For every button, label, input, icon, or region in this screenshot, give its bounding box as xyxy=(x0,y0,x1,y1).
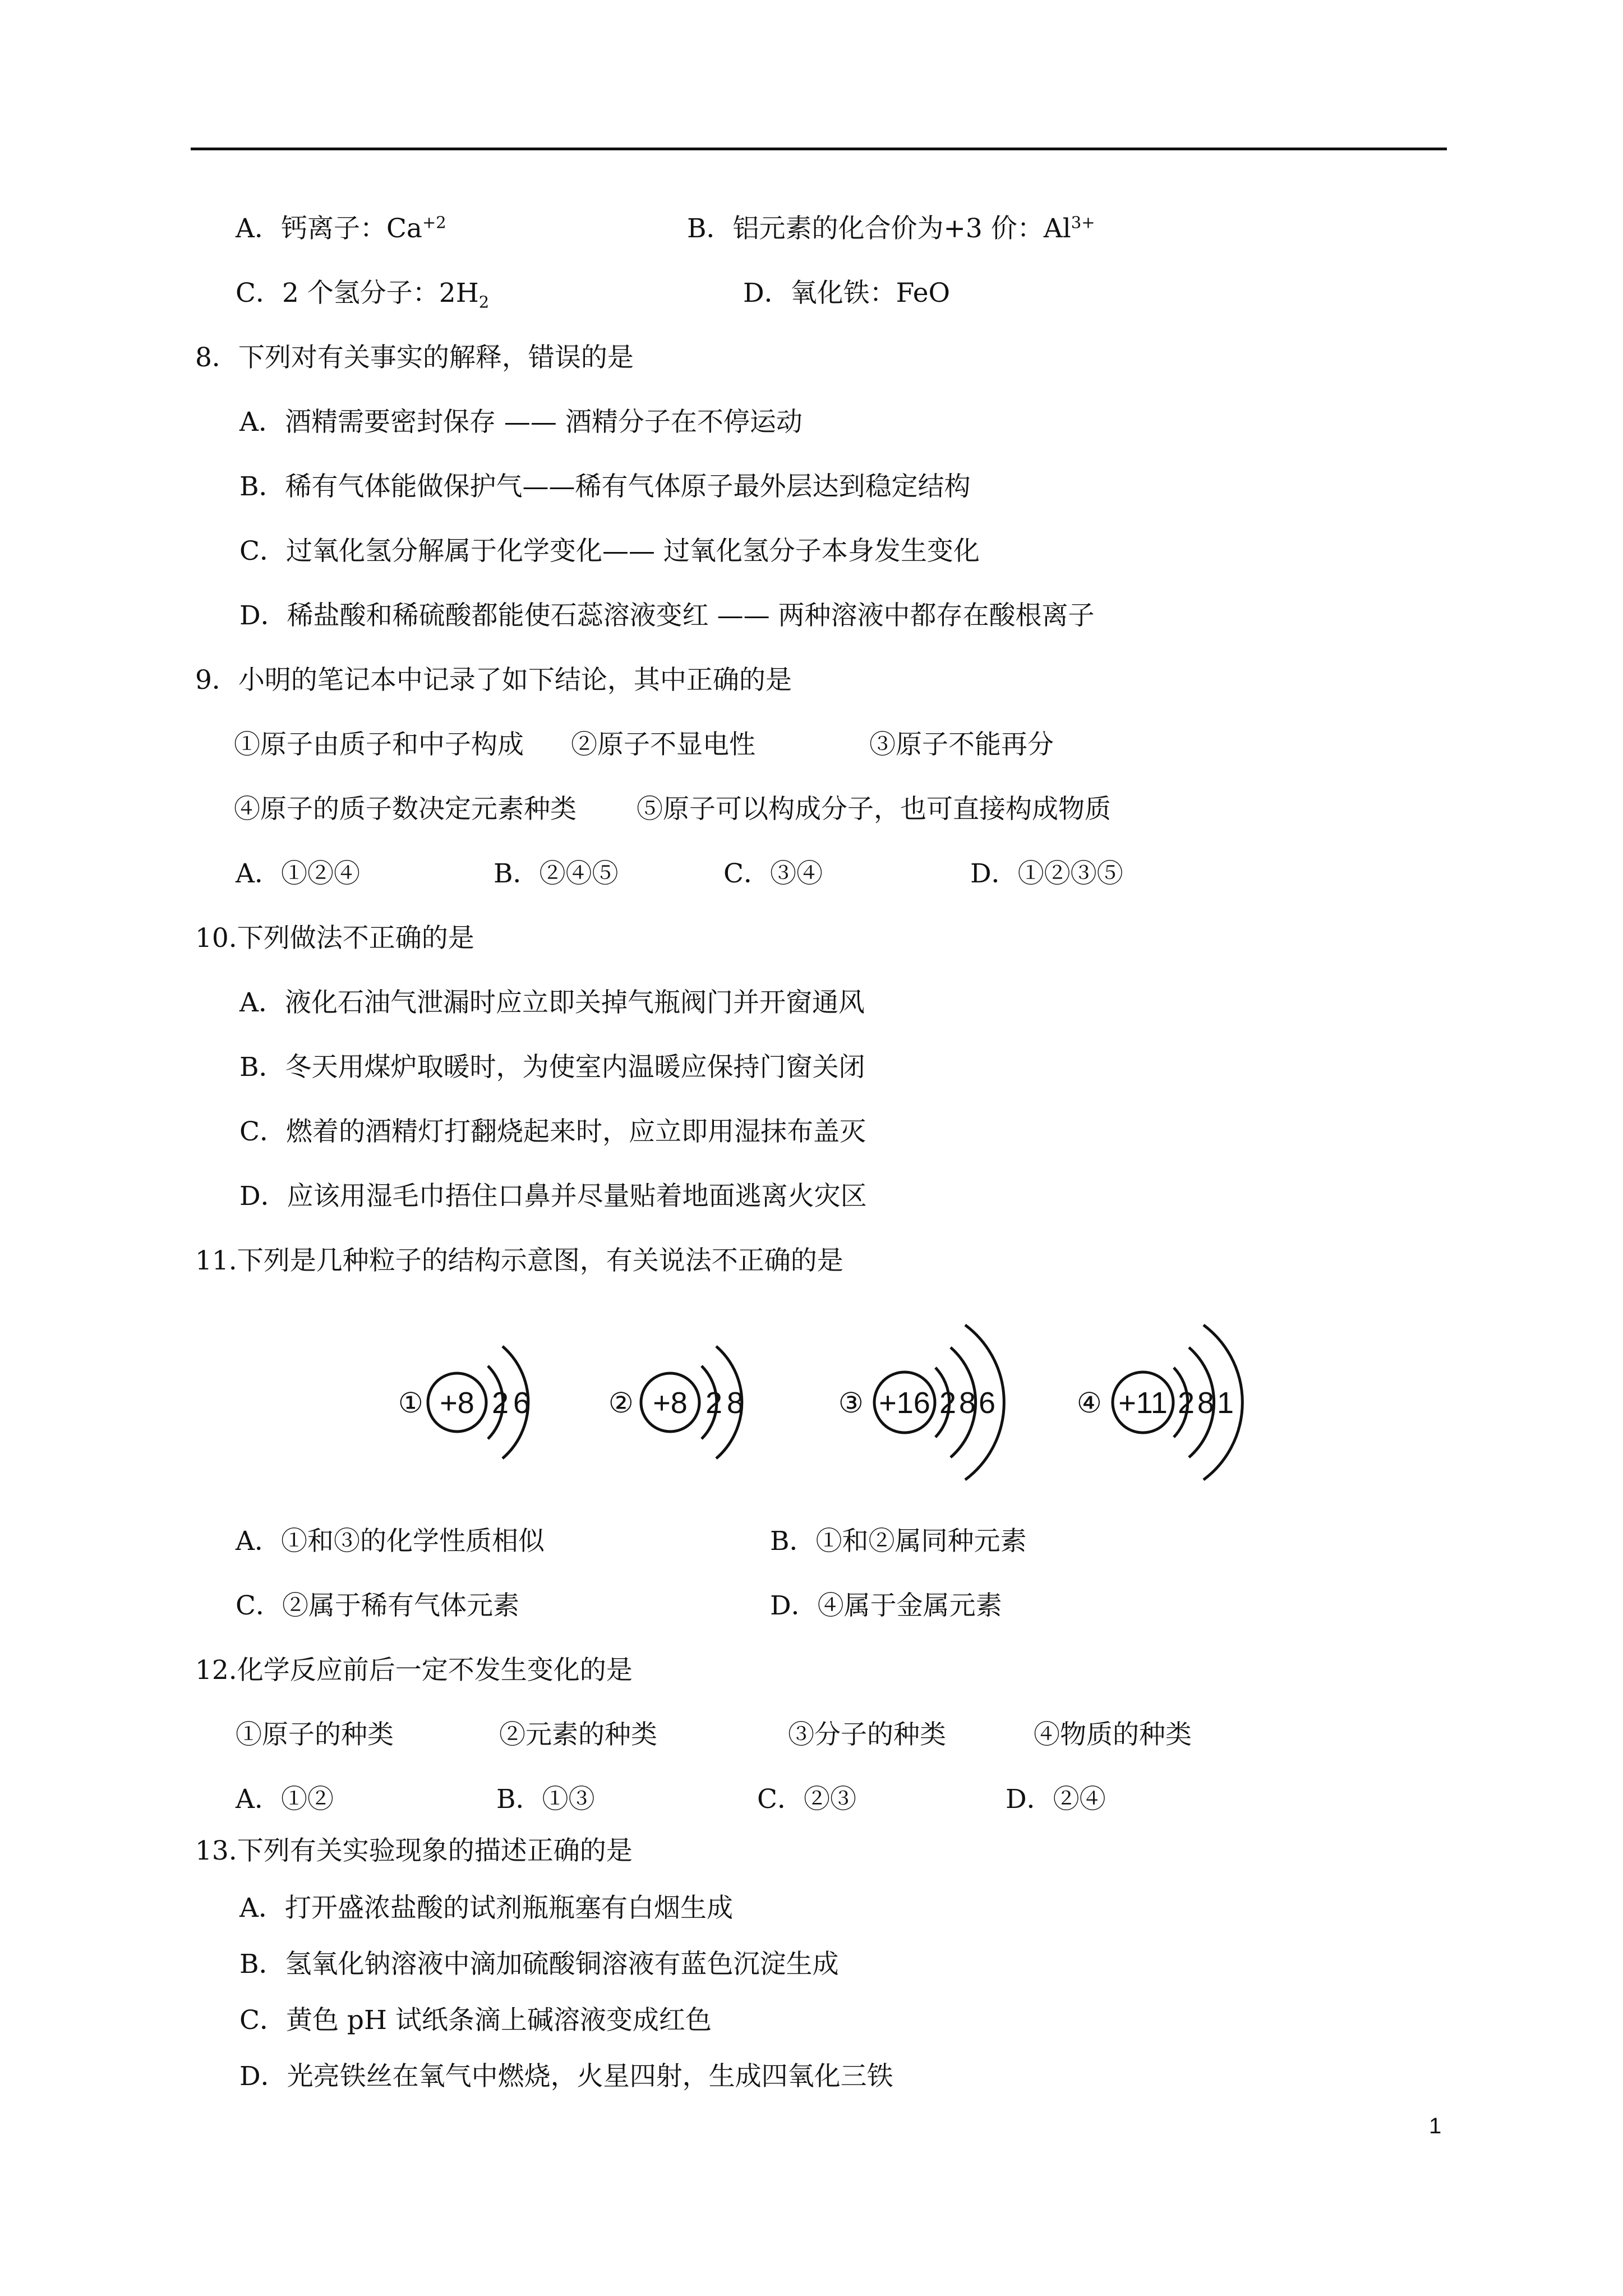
q12-statement-4: ④物质的种类 xyxy=(1034,1719,1192,1750)
page-number: 1 xyxy=(1429,2114,1442,2138)
q10-option-b: B．冬天用煤炉取暖时，为使室内温暖应保持门窗关闭 xyxy=(239,1052,865,1083)
svg-text:②: ② xyxy=(608,1387,634,1419)
q7-option-a: A．钙离子：$Ca^{+2}$ xyxy=(236,213,446,244)
svg-text:2: 2 xyxy=(1177,1386,1195,1420)
svg-text:1: 1 xyxy=(1216,1386,1234,1420)
svg-text:③: ③ xyxy=(838,1387,864,1419)
q11-atom-diagram-3 xyxy=(816,1296,1029,1509)
q9-statement-1: ①原子由质子和中子构成 xyxy=(234,729,524,760)
q12-stem: 12.化学反应前后一定不发生变化的是 xyxy=(195,1655,633,1686)
svg-text:+8: +8 xyxy=(653,1386,688,1420)
q11-atom-diagram-2 xyxy=(586,1307,760,1498)
q8-stem: 8．下列对有关事实的解释，错误的是 xyxy=(195,342,634,373)
q9-stem: 9．小明的笔记本中记录了如下结论，其中正确的是 xyxy=(195,665,792,696)
svg-text:6: 6 xyxy=(513,1386,531,1420)
svg-text:6: 6 xyxy=(978,1386,996,1420)
q7-option-c: C．2 个氢分子：$2H_2$ xyxy=(236,278,490,312)
q9-option-b: B．②④⑤ xyxy=(494,858,619,889)
q12-option-d: D．②④ xyxy=(1006,1784,1106,1815)
header-rule xyxy=(191,148,1447,150)
q11-atom-diagram-1 xyxy=(376,1307,550,1498)
q12-statement-3: ③分子的种类 xyxy=(788,1719,946,1750)
svg-text:④: ④ xyxy=(1077,1387,1102,1419)
q13-stem: 13.下列有关实验现象的描述正确的是 xyxy=(195,1835,633,1866)
q11-stem: 11.下列是几种粒子的结构示意图，有关说法不正确的是 xyxy=(195,1245,843,1276)
q12-option-c: C．②③ xyxy=(757,1784,856,1815)
q10-option-d: D．应该用湿毛巾捂住口鼻并尽量贴着地面逃离火灾区 xyxy=(239,1181,867,1212)
q8-option-c: C．过氧化氢分解属于化学变化—— 过氧化氢分子本身发生变化 xyxy=(239,536,980,567)
q13-option-a: A．打开盛浓盐酸的试剂瓶瓶塞有白烟生成 xyxy=(239,1893,733,1924)
q11-atom-diagram-4 xyxy=(1054,1296,1267,1509)
q11-option-c: C．②属于稀有气体元素 xyxy=(236,1590,519,1621)
q10-option-a: A．液化石油气泄漏时应立即关掉气瓶阀门并开窗通风 xyxy=(239,987,865,1018)
q13-option-b: B．氢氧化钠溶液中滴加硫酸铜溶液有蓝色沉淀生成 xyxy=(239,1949,839,1980)
q12-statement-1: ①原子的种类 xyxy=(236,1719,394,1750)
svg-text:2: 2 xyxy=(705,1386,723,1420)
q9-statement-2: ②原子不显电性 xyxy=(571,729,755,760)
svg-text:+16: +16 xyxy=(879,1386,930,1420)
q9-option-a: A．①②④ xyxy=(236,858,360,889)
q13-option-d: D．光亮铁丝在氧气中燃烧，火星四射，生成四氧化三铁 xyxy=(239,2061,893,2092)
q7-option-b: B．铝元素的化合价为+3 价：$Al^{3+}$ xyxy=(687,213,1095,244)
q8-option-b: B．稀有气体能做保护气——稀有气体原子最外层达到稳定结构 xyxy=(239,471,971,502)
q9-option-d: D．①②③⑤ xyxy=(970,858,1123,889)
q10-option-c: C．燃着的酒精灯打翻烧起来时，应立即用湿抹布盖灭 xyxy=(239,1116,866,1147)
q7-option-d: D．氧化铁：FeO xyxy=(743,278,951,309)
q9-statement-3: ③原子不能再分 xyxy=(869,729,1054,760)
q11-option-d: D．④属于金属元素 xyxy=(770,1590,1002,1621)
q9-statement-4: ④原子的质子数决定元素种类 xyxy=(234,794,577,825)
svg-text:8: 8 xyxy=(1197,1386,1215,1420)
q10-stem: 10.下列做法不正确的是 xyxy=(195,923,474,954)
q11-option-b: B．①和②属同种元素 xyxy=(770,1526,1027,1557)
svg-text:①: ① xyxy=(398,1387,423,1419)
svg-text:8: 8 xyxy=(726,1386,744,1420)
q8-option-a: A．酒精需要密封保存 —— 酒精分子在不停运动 xyxy=(239,407,803,438)
q12-option-b: B．①③ xyxy=(496,1784,595,1815)
svg-text:+8: +8 xyxy=(440,1386,474,1420)
svg-text:8: 8 xyxy=(958,1386,976,1420)
q11-option-a: A．①和③的化学性质相似 xyxy=(236,1526,545,1557)
svg-text:2: 2 xyxy=(491,1386,509,1420)
svg-text:2: 2 xyxy=(939,1386,957,1420)
q9-statement-5: ⑤原子可以构成分子，也可直接构成物质 xyxy=(637,794,1111,825)
q12-option-a: A．①② xyxy=(236,1784,334,1815)
q8-option-d: D．稀盐酸和稀硫酸都能使石蕊溶液变红 —— 两种溶液中都存在酸根离子 xyxy=(239,600,1095,631)
q9-option-c: C．③④ xyxy=(723,858,823,889)
svg-text:+11: +11 xyxy=(1118,1386,1168,1420)
q12-statement-2: ②元素的种类 xyxy=(499,1719,657,1750)
q13-option-c: C．黄色 pH 试纸条滴上碱溶液变成红色 xyxy=(239,2005,712,2036)
